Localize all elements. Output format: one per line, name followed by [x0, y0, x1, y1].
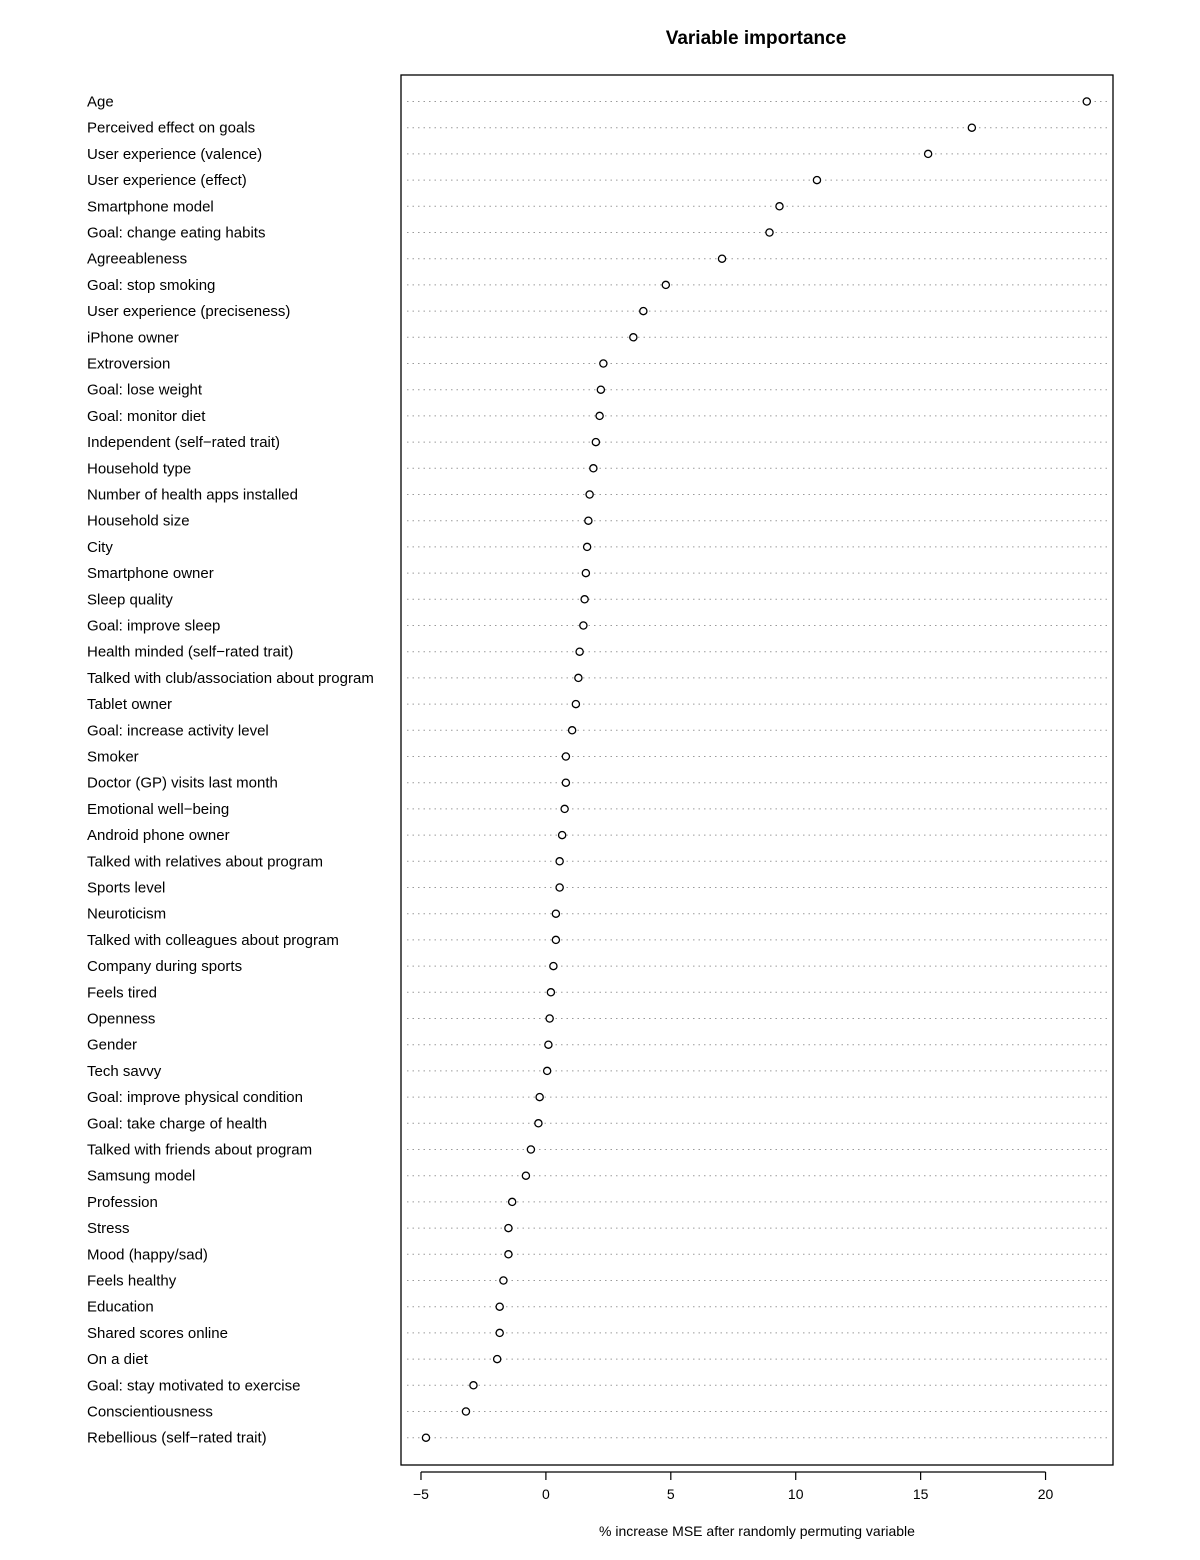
- x-tick-label: 5: [666, 1486, 675, 1502]
- variable-label: Smartphone owner: [87, 565, 214, 583]
- data-point: [776, 203, 783, 210]
- data-point: [718, 255, 725, 262]
- data-point: [576, 648, 583, 655]
- variable-label: Number of health apps installed: [87, 486, 298, 504]
- data-point: [422, 1434, 429, 1441]
- variable-label: Android phone owner: [87, 827, 230, 845]
- data-point: [662, 281, 669, 288]
- variable-label: Independent (self−rated trait): [87, 434, 281, 452]
- variable-label: On a diet: [87, 1351, 148, 1369]
- data-point: [590, 465, 597, 472]
- variable-label: Perceived effect on goals: [87, 119, 256, 137]
- data-point: [462, 1408, 469, 1415]
- variable-label: Sleep quality: [87, 591, 173, 609]
- data-point: [575, 674, 582, 681]
- variable-label: Goal: stop smoking: [87, 276, 216, 294]
- variable-label: Agreeableness: [87, 250, 188, 268]
- grid-lines: [407, 102, 1109, 1438]
- variable-label: Goal: improve sleep: [87, 617, 221, 635]
- variable-label: User experience (effect): [87, 172, 247, 190]
- variable-label: Goal: monitor diet: [87, 407, 206, 425]
- variable-label: Smoker: [87, 748, 139, 766]
- data-point: [496, 1329, 503, 1336]
- variable-label: Stress: [87, 1220, 130, 1238]
- x-axis: [413, 1472, 1054, 1502]
- variable-label: Education: [87, 1298, 154, 1316]
- variable-label: Goal: change eating habits: [87, 224, 266, 242]
- variable-label: Emotional well−being: [87, 800, 230, 818]
- data-point: [1083, 98, 1090, 105]
- variable-label: Household size: [87, 512, 190, 530]
- variable-label: Shared scores online: [87, 1324, 228, 1342]
- data-point: [562, 753, 569, 760]
- data-point: [505, 1225, 512, 1232]
- data-point: [494, 1356, 501, 1363]
- data-point: [545, 1041, 552, 1048]
- variable-label: Goal: improve physical condition: [87, 1089, 303, 1107]
- data-point: [596, 412, 603, 419]
- data-point: [968, 124, 975, 131]
- data-point: [600, 360, 607, 367]
- data-point: [556, 884, 563, 891]
- variable-label: iPhone owner: [87, 329, 179, 347]
- variable-label: Household type: [87, 460, 192, 478]
- data-point: [586, 491, 593, 498]
- data-point: [572, 701, 579, 708]
- variable-label: Talked with friends about program: [87, 1141, 313, 1159]
- data-point: [509, 1198, 516, 1205]
- x-axis-label: % increase MSE after randomly permuting variable: [599, 1523, 915, 1539]
- variable-label: Profession: [87, 1193, 158, 1211]
- data-point: [766, 229, 773, 236]
- x-tick-label: −5: [413, 1486, 429, 1502]
- x-tick-label: 20: [1037, 1486, 1054, 1502]
- variable-label: User experience (preciseness): [87, 303, 291, 321]
- variable-label: Doctor (GP) visits last month: [87, 774, 278, 792]
- data-point: [813, 177, 820, 184]
- variable-label: Smartphone model: [87, 198, 214, 216]
- data-point: [522, 1172, 529, 1179]
- data-point: [925, 150, 932, 157]
- variable-label: Goal: stay motivated to exercise: [87, 1377, 301, 1395]
- data-point: [569, 727, 576, 734]
- data-points: [422, 98, 1090, 1441]
- data-point: [559, 832, 566, 839]
- data-point: [536, 1094, 543, 1101]
- variable-label: User experience (valence): [87, 145, 263, 163]
- data-point: [546, 1015, 553, 1022]
- variable-label: Samsung model: [87, 1167, 196, 1185]
- variable-label: Feels healthy: [87, 1272, 177, 1290]
- variable-label: Goal: lose weight: [87, 381, 203, 399]
- variable-label: Gender: [87, 1036, 138, 1054]
- variable-label: Talked with club/association about program: [87, 669, 374, 687]
- data-point: [547, 989, 554, 996]
- variable-label: Tech savvy: [87, 1062, 162, 1080]
- variable-label: Goal: take charge of health: [87, 1115, 268, 1133]
- data-point: [561, 805, 568, 812]
- data-point: [584, 543, 591, 550]
- data-point: [496, 1303, 503, 1310]
- data-point: [552, 936, 559, 943]
- data-point: [500, 1277, 507, 1284]
- data-point: [581, 596, 588, 603]
- variable-labels: [87, 94, 374, 1447]
- data-point: [640, 308, 647, 315]
- variable-label: Mood (happy/sad): [87, 1246, 208, 1264]
- data-point: [505, 1251, 512, 1258]
- data-point: [544, 1067, 551, 1074]
- variable-label: Extroversion: [87, 355, 171, 373]
- data-point: [582, 570, 589, 577]
- x-tick-label: 15: [912, 1486, 929, 1502]
- variable-label: Rebellious (self−rated trait): [87, 1429, 267, 1447]
- variable-label: City: [87, 538, 113, 556]
- variable-label: Feels tired: [87, 984, 158, 1002]
- x-tick-label: 0: [541, 1486, 550, 1502]
- data-point: [597, 386, 604, 393]
- variable-label: Neuroticism: [87, 905, 167, 923]
- variable-label: Openness: [87, 1010, 156, 1028]
- x-tick-label: 10: [787, 1486, 804, 1502]
- data-point: [552, 910, 559, 917]
- data-point: [535, 1120, 542, 1127]
- chart-title: Variable importance: [665, 28, 847, 49]
- data-point: [585, 517, 592, 524]
- variable-label: Talked with colleagues about program: [87, 931, 339, 949]
- data-point: [470, 1382, 477, 1389]
- data-point: [550, 963, 557, 970]
- variable-label: Company during sports: [87, 958, 243, 976]
- data-point: [527, 1146, 534, 1153]
- variable-label: Health minded (self−rated trait): [87, 643, 294, 661]
- variable-label: Tablet owner: [87, 696, 173, 714]
- data-point: [556, 858, 563, 865]
- variable-label: Conscientiousness: [87, 1403, 213, 1421]
- variable-label: Age: [87, 93, 114, 111]
- data-point: [580, 622, 587, 629]
- data-point: [630, 334, 637, 341]
- data-point: [592, 439, 599, 446]
- variable-label: Goal: increase activity level: [87, 722, 269, 740]
- variable-label: Sports level: [87, 879, 166, 897]
- variable-label: Talked with relatives about program: [87, 853, 323, 871]
- data-point: [562, 779, 569, 786]
